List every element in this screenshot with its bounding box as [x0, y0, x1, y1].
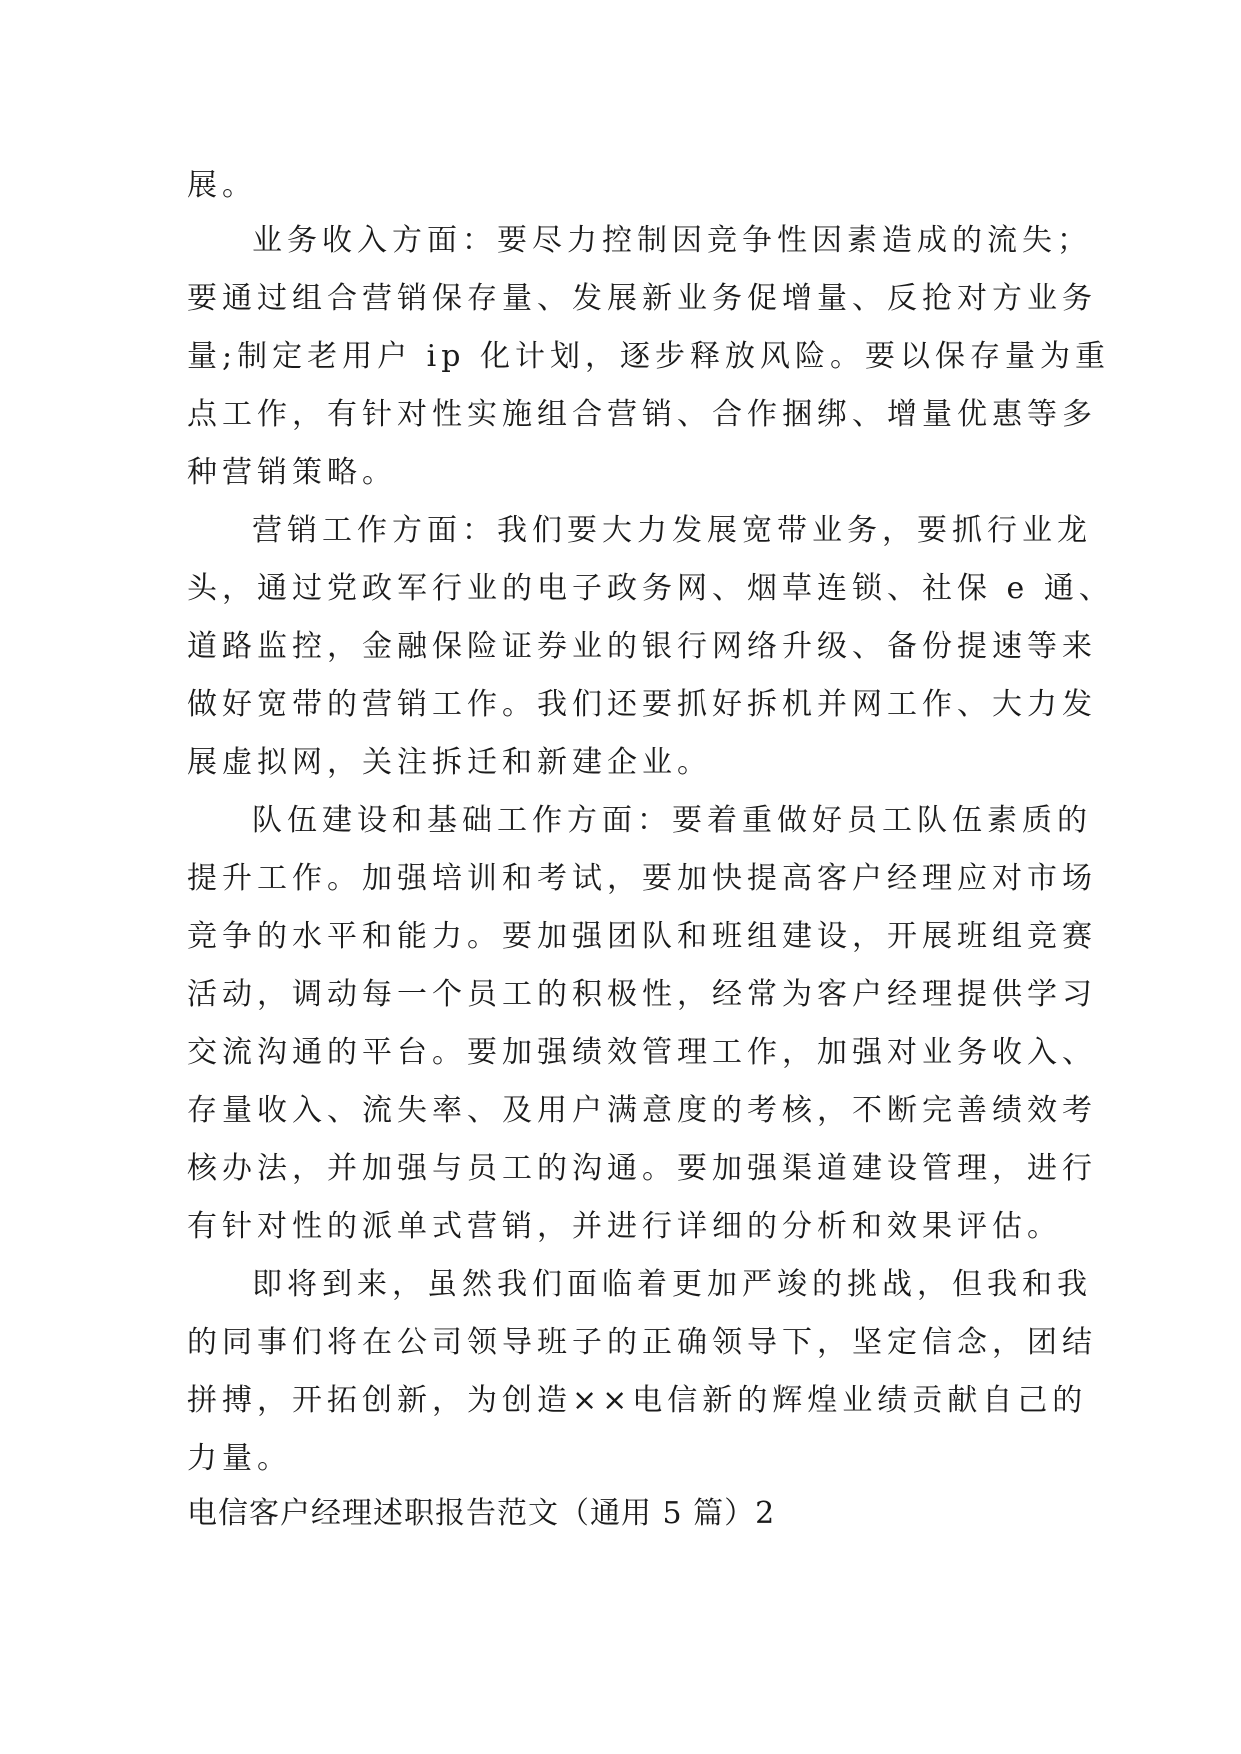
text-line: 种营销策略。 [187, 455, 397, 490]
text-line: 核办法，并加强与员工的沟通。要加强渠道建设管理，进行 [187, 1151, 1097, 1186]
text-line: 头，通过党政军行业的电子政务网、烟草连锁、社保 e 通、 [187, 571, 1114, 606]
paragraph-start-line: 队伍建设和基础工作方面：要着重做好员工队伍素质的 [252, 803, 1092, 838]
paragraph-start-line: 业务收入方面：要尽力控制因竞争性因素造成的流失； [252, 223, 1092, 258]
text-line: 道路监控，金融保险证券业的银行网络升级、备份提速等来 [187, 629, 1097, 664]
text-line: 提升工作。加强培训和考试，要加快提高客户经理应对市场 [187, 861, 1097, 896]
text-line: 点工作，有针对性实施组合营销、合作捆绑、增量优惠等多 [187, 397, 1097, 432]
text-line: 拼搏，开拓创新，为创造××电信新的辉煌业绩贡献自己的 [187, 1383, 1088, 1418]
text-line: 存量收入、流失率、及用户满意度的考核，不断完善绩效考 [187, 1093, 1097, 1128]
text-line: 交流沟通的平台。要加强绩效管理工作，加强对业务收入、 [187, 1035, 1097, 1070]
text-line: 展虚拟网，关注拆迁和新建企业。 [187, 745, 712, 780]
text-line: 展。 [187, 168, 257, 203]
text-line: 有针对性的派单式营销，并进行详细的分析和效果评估。 [187, 1209, 1062, 1244]
section-heading: 电信客户经理述职报告范文（通用 5 篇）2 [187, 1496, 776, 1531]
text-line: 的同事们将在公司领导班子的正确领导下，坚定信念，团结 [187, 1325, 1097, 1360]
text-line: 要通过组合营销保存量、发展新业务促增量、反抢对方业务 [187, 281, 1097, 316]
paragraph-start-line: 即将到来，虽然我们面临着更加严竣的挑战，但我和我 [252, 1267, 1092, 1302]
text-line: 做好宽带的营销工作。我们还要抓好拆机并网工作、大力发 [187, 687, 1097, 722]
text-line: 活动，调动每一个员工的积极性，经常为客户经理提供学习 [187, 977, 1097, 1012]
paragraph-start-line: 营销工作方面：我们要大力发展宽带业务，要抓行业龙 [252, 513, 1092, 548]
text-line: 量;制定老用户 ip 化计划，逐步释放风险。要以保存量为重 [187, 339, 1110, 374]
text-line: 竞争的水平和能力。要加强团队和班组建设，开展班组竞赛 [187, 919, 1097, 954]
text-line: 力量。 [187, 1441, 292, 1476]
